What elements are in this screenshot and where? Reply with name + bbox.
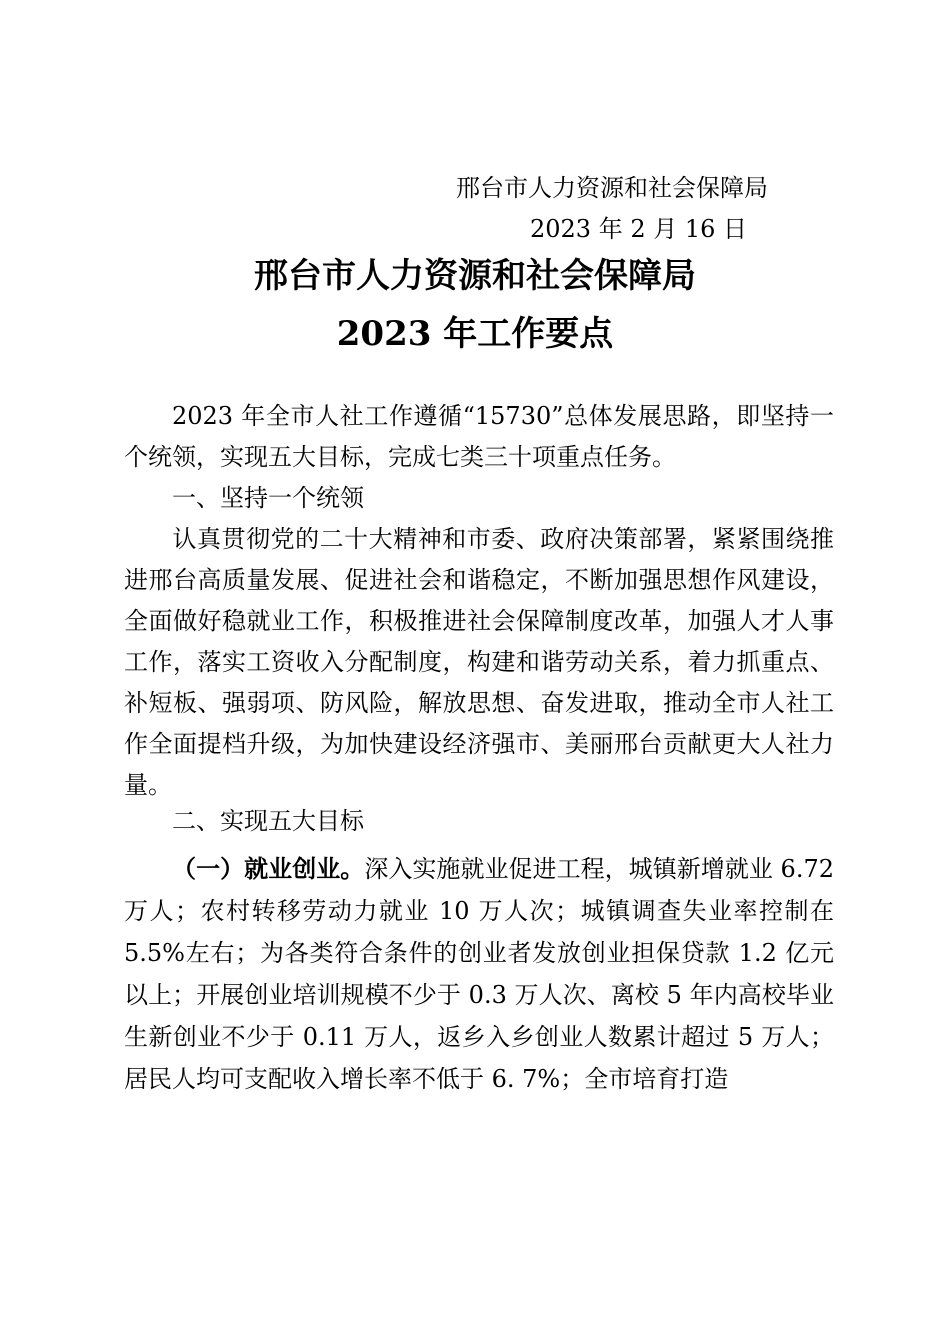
section-heading-1: 一、坚持一个统领 <box>172 484 364 512</box>
intro-text: 2023 年全市人社工作遵循“15730”总体发展思路，即坚持一个统领，实现五大目标，完成七类三十项重点任务。 <box>124 402 834 471</box>
issuing-organization: 邢台市人力资源和社会保障局 <box>456 174 768 202</box>
document-title-line-2: 2023 年工作要点 <box>336 314 614 354</box>
subsection-1-text: 深入实施就业促进工程，城镇新增就业 6.72 万人；农村转移劳动力就业 10 万人次；城镇调查失业率控制在 5.5%左右；为各类符合条件的创业者发放创业担保贷款 1.2 亿元以上；开展创业培训规模不少于 0.3 万人次、离校 5 年内高校毕业生新创业不少于 0.11 万人，返乡入乡创业人数累计超过 5 万人；居民人均可支配收入增长率不低于 6. 7%；全市培育打造 <box>124 855 834 1093</box>
section-heading-2: 二、实现五大目标 <box>172 807 364 835</box>
subsection-1-paragraph <box>124 848 834 1100</box>
document-title-line-1: 邢台市人力资源和社会保障局 <box>254 256 696 296</box>
intro-paragraph <box>124 396 834 478</box>
issue-date: 2023 年 2 月 16 日 <box>530 215 748 243</box>
section-1-paragraph <box>124 519 834 806</box>
section-1-text: 认真贯彻党的二十大精神和市委、政府决策部署，紧紧围绕推进邢台高质量发展、促进社会和谐稳定，不断加强思想作风建设，全面做好稳就业工作，积极推进社会保障制度改革，加强人才人事工作，落实工资收入分配制度，构建和谐劳动关系，着力抓重点、补短板、强弱项、防风险，解放思想、奋发进取，推动全市人社工作全面提档升级，为加快建设经济强市、美丽邢台贡献更大人社力量。 <box>124 525 834 799</box>
subsection-1-heading: （一）就业创业。 <box>172 855 365 883</box>
